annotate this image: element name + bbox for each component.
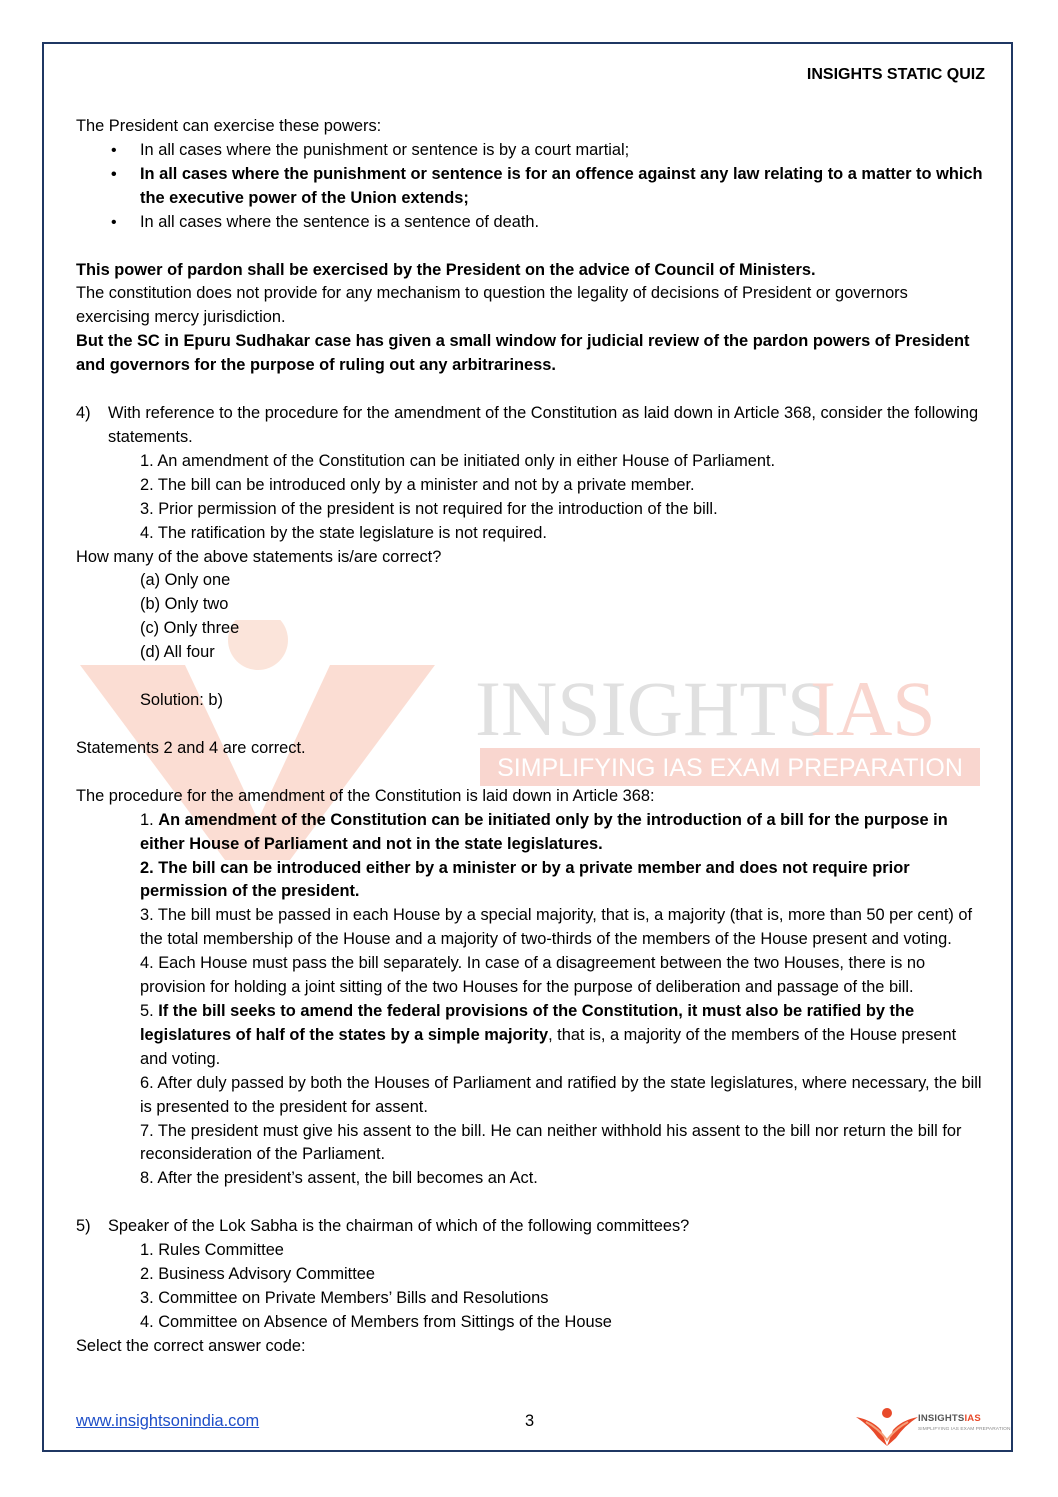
statement: 1. An amendment of the Constitution can be initiated only in either House of Parliament. [140, 451, 776, 470]
procedure-point-8: 8. After the president’s assent, the bill becomes an Act. [140, 1169, 538, 1188]
watermark-brand-a: INSIGHTS [475, 665, 831, 752]
question-5 [76, 1215, 986, 1239]
point-bold-text: An amendment of the Constitution can be initiated only by the introduction of a bill for the purpose in either House of Parliament and not in the state legislatures. [140, 810, 948, 853]
committee-item: 3. Committee on Private Members’ Bills and Resolutions [140, 1288, 549, 1307]
option: (b) Only two [140, 595, 229, 614]
intro-lead: The President can exercise these powers: [76, 117, 382, 135]
footer-website-link[interactable]: www.insightsonindia.com [76, 1412, 260, 1430]
page-content [76, 115, 986, 1359]
question-text: With reference to the procedure for the amendment of the Constitution as laid down in Article 368, consider the following statements. [108, 404, 979, 446]
powers-list [76, 139, 986, 235]
question-number: 5) [76, 1217, 91, 1236]
footer-logo-brand-b: IAS [964, 1413, 981, 1424]
question-4 [76, 402, 986, 450]
committee-item: 4. Committee on Absence of Members from Sittings of the House [140, 1312, 612, 1331]
footer-logo-tagline: SIMPLIFYING IAS EXAM PREPARATION [918, 1427, 1011, 1432]
procedure-lead: The procedure for the amendment of the Constitution is laid down in Article 368: [76, 786, 655, 805]
question-ask: Select the correct answer code: [76, 1336, 306, 1355]
no-mechanism-text: The constitution does not provide for any mechanism to question the legality of decisions of President or governors exercising mercy jurisdiction. [76, 284, 908, 327]
sc-window-text: But the SC in Epuru Sudhakar case has given a small window for judicial review of the pardon powers of President and governors for the purpose of ruling out any arbitrariness. [76, 332, 970, 375]
committee-item: 2. Business Advisory Committee [140, 1265, 376, 1284]
list-item: • In all cases where the punishment or sentence is for an offence against any law relating to a matter to which the executive power of the Union extends; [76, 163, 986, 211]
correct-statements: Statements 2 and 4 are correct. [76, 738, 306, 757]
procedure-point-6: 6. After duly passed by both the Houses of Parliament and ratified by the state legislatures, where necessary, the bill is presented to the president for assent. [140, 1073, 982, 1116]
pardon-advice-text: This power of pardon shall be exercised by the President on the advice of Council of Ministers. [76, 260, 816, 279]
option: (c) Only three [140, 619, 240, 638]
procedure-point-5 [76, 1000, 986, 1072]
solution-label: Solution: b) [140, 691, 223, 710]
point-number: 5. [140, 1002, 159, 1020]
procedure-point-1 [76, 809, 986, 857]
insightsias-logo-icon [856, 1408, 918, 1446]
option: (a) Only one [140, 571, 231, 590]
watermark-brand-b: IAS [810, 665, 936, 752]
list-item: • In all cases where the punishment or sentence is by a court martial; [76, 139, 986, 163]
point-number: 1. [140, 810, 159, 829]
question-number: 4) [76, 404, 91, 423]
statement: 3. Prior permission of the president is not required for the introduction of the bill. [140, 499, 718, 518]
procedure-point-4: 4. Each House must pass the bill separately. In case of a disagreement between the two Houses, there is no provision for holding a joint sitting of the two Houses for the purpose of deliberation and passage of the bill. [140, 954, 926, 997]
point-rest-text: , that is, a majority of the members of the House present and voting. [140, 1025, 957, 1068]
list-item: • In all cases where the sentence is a sentence of death. [76, 211, 986, 235]
footer-logo-brand-a: INSIGHTS [918, 1413, 965, 1424]
watermark-tagline: SIMPLIFYING IAS EXAM PREPARATION [497, 754, 963, 782]
point-bold-text: If the bill seeks to amend the federal provisions of the Constitution, it must also be ratified by the legislatures of half of the states by a simple majority [140, 1002, 915, 1044]
procedure-point-3: 3. The bill must be passed in each House by a special majority, that is, a majority (that is, more than 50 per cent) of the total membership of the House and a majority of two-thirds of the members of the House present and voting. [140, 906, 973, 949]
page-header: INSIGHTS STATIC QUIZ [806, 66, 985, 83]
statement: 4. The ratification by the state legislature is not required. [140, 523, 547, 542]
page-number: 3 [525, 1412, 535, 1430]
question-text: Speaker of the Lok Sabha is the chairman of which of the following committees? [108, 1217, 690, 1236]
option: (d) All four [140, 643, 215, 662]
statement: 2. The bill can be introduced only by a minister and not by a private member. [140, 475, 695, 494]
committee-item: 1. Rules Committee [140, 1241, 284, 1260]
question-ask: How many of the above statements is/are correct? [76, 547, 442, 566]
procedure-point-2: 2. The bill can be introduced either by a minister or by a private member and does not require prior permission of the president. [140, 858, 910, 901]
procedure-point-7: 7. The president must give his assent to the bill. He can neither withhold his assent to the bill nor return the bill for reconsideration of the Parliament. [140, 1121, 962, 1164]
footer-logo-text [918, 1413, 981, 1424]
